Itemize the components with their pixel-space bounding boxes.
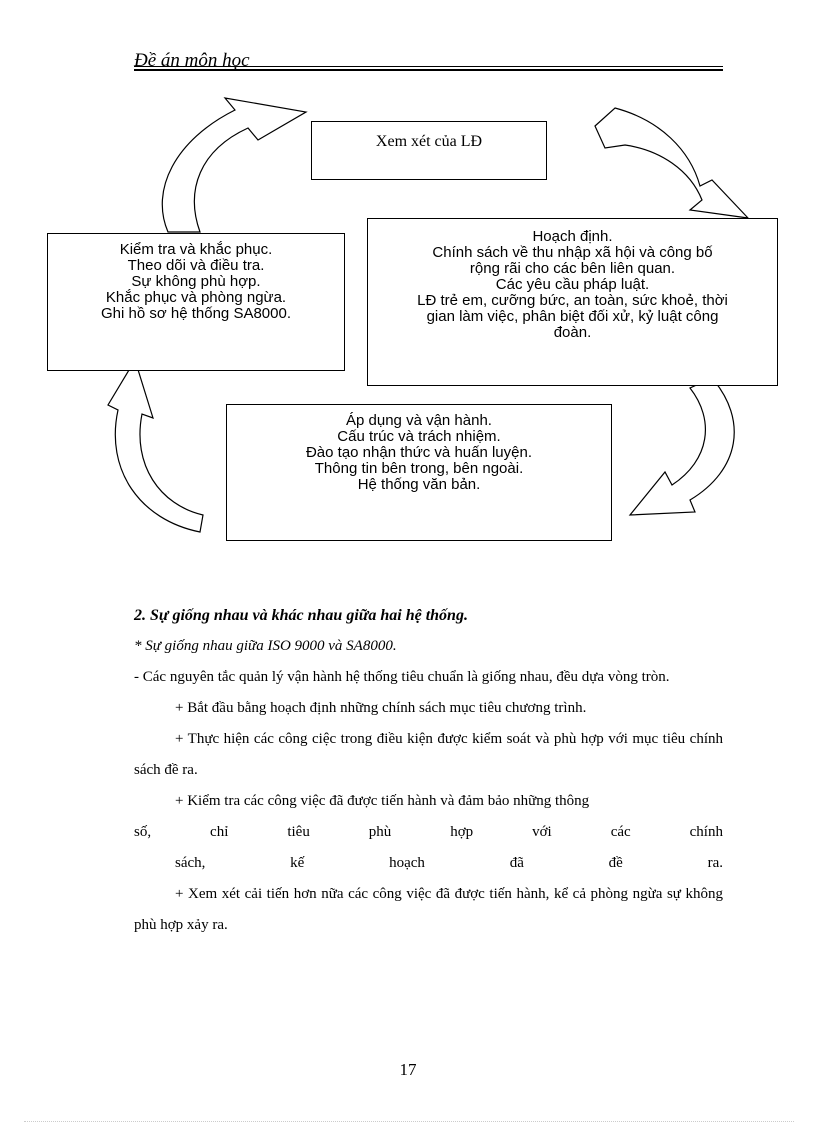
word: kế	[290, 855, 305, 871]
check-and-correct-box	[47, 233, 345, 371]
planning-box-line: đoàn.	[553, 324, 592, 341]
planning-box-line: Chính sách về thu nhập xã hội và công bố	[432, 244, 713, 261]
planning-box	[367, 218, 778, 386]
page-number: 17	[399, 1060, 417, 1079]
word: với	[532, 824, 552, 840]
planning-box-line: LĐ trẻ em, cưỡng bức, an toàn, sức khoẻ, thời	[417, 292, 728, 309]
check-box-line: Kiểm tra và khắc phục.	[119, 241, 273, 258]
word: ra.	[707, 855, 723, 871]
check-box-line: Sự không phù hợp.	[131, 273, 261, 290]
review-box-line: Xem xét của LĐ	[375, 133, 483, 150]
paragraph-line: + Kiểm tra các công việc đã được tiến hành và đảm bảo những thông	[175, 793, 590, 809]
implementation-box-line: Cấu trúc và trách nhiệm.	[337, 428, 501, 445]
curved-arrow-bottom-right	[630, 378, 734, 515]
body-text	[134, 600, 723, 941]
word: hợp	[450, 824, 474, 840]
word: đã	[509, 855, 524, 871]
section-subheading: * Sự giống nhau giữa ISO 9000 và SA8000.	[134, 638, 397, 654]
paragraph: + Xem xét cải tiến hơn nữa các công việc đã được tiến hành, kể cả phòng ngừa sự không phù hợp xảy ra.	[134, 886, 723, 933]
word: đề	[608, 855, 623, 871]
word: chính	[689, 824, 723, 840]
paragraph-line-spread	[134, 817, 723, 848]
paragraph: + Bắt đầu bằng hoạch định những chính sách mục tiêu chương trình.	[175, 700, 587, 716]
implementation-box-line: Áp dụng và vận hành.	[346, 412, 492, 429]
word: chỉ	[210, 824, 229, 840]
curved-arrow-top-right	[595, 108, 748, 218]
implementation-box-line: Thông tin bên trong, bên ngoài.	[314, 460, 524, 477]
document-header: Đề án môn học	[134, 50, 250, 71]
word: tiêu	[287, 824, 310, 840]
planning-box-line: Hoạch định.	[532, 228, 613, 245]
word: hoạch	[389, 855, 425, 871]
paragraph: + Thực hiện các công ciệc trong điều kiện được kiểm soát và phù hợp với mục tiêu chính sách đề ra.	[134, 731, 723, 778]
curved-arrow-bottom-left	[108, 360, 203, 532]
check-box-line: Theo dõi và điều tra.	[127, 257, 265, 274]
planning-box-line: gian làm việc, phân biệt đối xử, kỷ luật công	[426, 308, 719, 325]
section-heading: 2. Sự giống nhau và khác nhau giữa hai hệ thống.	[134, 607, 468, 624]
word: các	[610, 824, 631, 840]
word: sách,	[175, 855, 206, 871]
planning-box-line: Các yêu cầu pháp luật.	[495, 276, 650, 293]
paragraph-line-spread	[134, 848, 723, 879]
paragraph: - Các nguyên tắc quản lý vận hành hệ thống tiêu chuẩn là giống nhau, đều dựa vòng tròn.	[134, 669, 670, 685]
planning-box-line: rộng rãi cho các bên liên quan.	[469, 260, 676, 277]
check-box-line: Khắc phục và phòng ngừa.	[105, 289, 287, 306]
implementation-box-line: Hệ thống văn bản.	[357, 476, 481, 493]
implementation-box-line: Đào tạo nhận thức và huấn luyện.	[305, 444, 533, 461]
curved-arrow-top-left	[162, 98, 306, 232]
page-bottom-border	[24, 1121, 794, 1122]
check-box-line: Ghi hồ sơ hệ thống SA8000.	[101, 305, 291, 322]
implementation-box	[226, 404, 612, 541]
word: phù	[368, 824, 392, 840]
review-box	[311, 121, 547, 180]
word: số,	[134, 824, 152, 840]
